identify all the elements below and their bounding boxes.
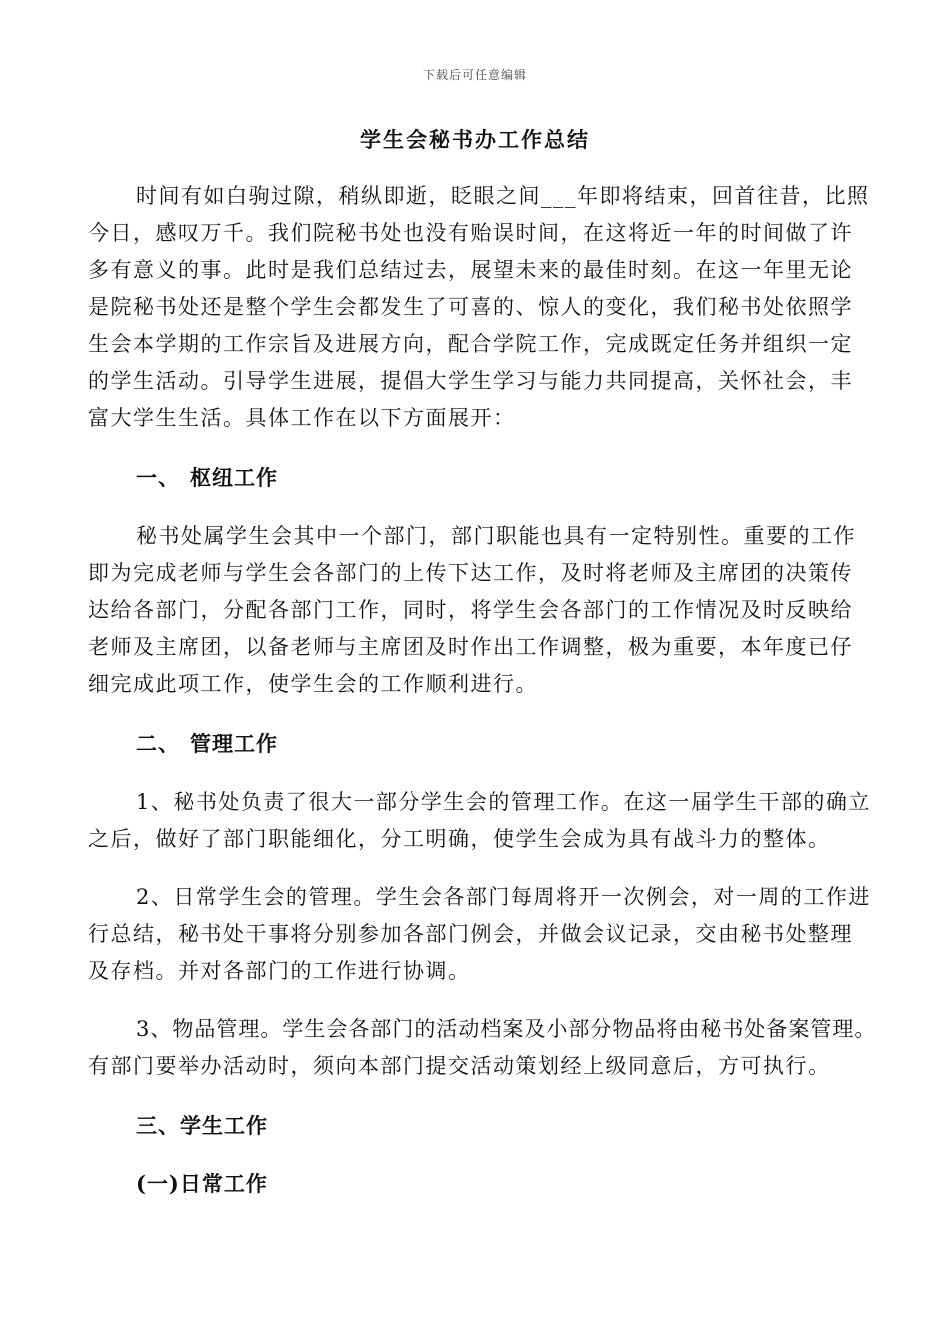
section-1-number: 一、 [136,465,180,490]
paragraph-line: 富大学生生活。具体工作在以下方面展开： [88,406,516,430]
paragraph-line: 今日，感叹万千。我们院秘书处也没有贻误时间，在这将近一年的时间做了许 [88,221,853,245]
paragraph-line: 3、物品管理。学生会各部门的活动档案及小部分物品将由秘书处备案管理。 [136,1017,877,1041]
paragraph-line: 秘书处属学生会其中一个部门，部门职能也具有一定特别性。重要的工作 [136,524,856,548]
paragraph-line: 行总结，秘书处干事将分别参加各部门例会，并做会议记录，交由秘书处整理 [88,922,853,946]
section-2-number: 二、 [136,731,180,756]
paragraph-line: 细完成此项工作，使学生会的工作顺利进行。 [88,672,538,696]
paragraph-line: 2、日常学生会的管理。学生会各部门每周将开一次例会，对一周的工作进 [136,885,871,909]
paragraph-line: 及存档。并对各部门的工作进行协调。 [88,959,471,983]
paragraph-line: 达给各部门，分配各部门工作，同时，将学生会各部门的工作情况及时反映给 [88,598,853,622]
document-title: 学生会秘书办工作总结 [360,127,590,152]
paragraph-line: 有部门要举办活动时，须向本部门提交活动策划经上级同意后，方可执行。 [88,1054,831,1078]
paragraph-line: 时间有如白驹过隙，稍纵即逝，眨眼之间___年即将结束，回首往昔，比照 [136,184,870,208]
paragraph-line: 的学生活动。引导学生进展，提倡大学生学习与能力共同提高，关怀社会，丰 [88,369,853,393]
paragraph-line: 即为完成老师与学生会各部门的上传下达工作，及时将老师及主席团的决策传 [88,561,853,585]
paragraph-line: 是院秘书处还是整个学生会都发生了可喜的、惊人的变化，我们秘书处依照学 [88,295,853,319]
section-1-heading: 枢纽工作 [190,465,278,490]
paragraph-line: 生会本学期的工作宗旨及进展方向，配合学院工作，完成既定任务并组织一定 [88,332,853,356]
paragraph-line: 多有意义的事。此时是我们总结过去，展望未来的最佳时刻。在这一年里无论 [88,258,853,282]
section-3-sub-heading: (一)日常工作 [136,1171,268,1196]
paragraph-line: 老师及主席团，以备老师与主席团及时作出工作调整，极为重要，本年度已仔 [88,635,853,659]
header-note: 下载后可任意编辑 [422,68,527,82]
paragraph-line: 之后，做好了部门职能细化，分工明确，使学生会成为具有战斗力的整体。 [88,827,831,851]
section-2-heading: 管理工作 [190,731,278,756]
paragraph-line: 1、秘书处负责了很大一部分学生会的管理工作。在这一届学生干部的确立 [136,790,871,814]
section-3-heading: 三、学生工作 [136,1113,268,1138]
